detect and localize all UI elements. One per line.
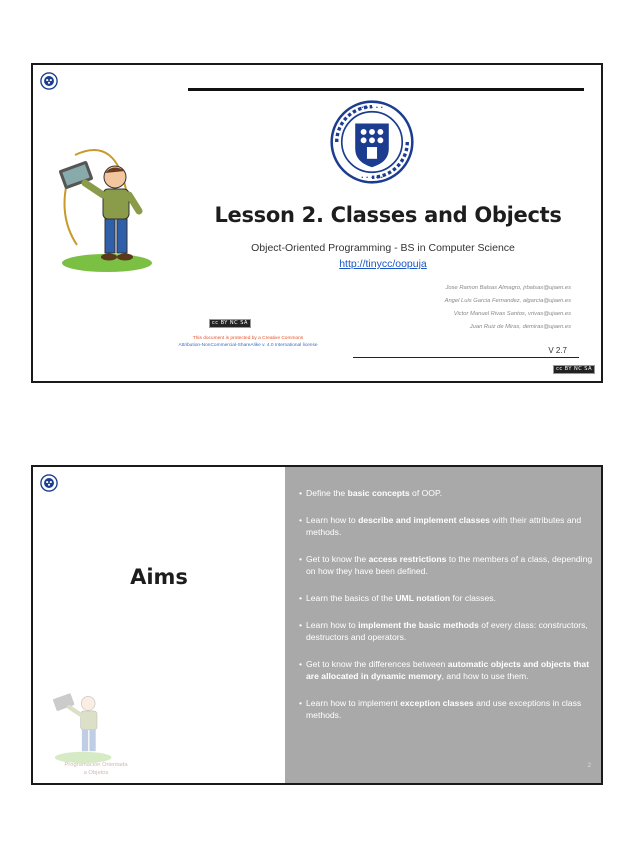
version-label: V 2.7 [548, 346, 567, 355]
course-subtitle: Object-Oriented Programming - BS in Computer Science [251, 242, 515, 254]
author-line: Juan Ruiz de Miras, demiras@ujaen.es [469, 324, 571, 330]
author-line: Victor Manuel Rivas Santos, vrivas@ujaen.es [453, 311, 571, 317]
footer-line: Programación Orientada [64, 762, 128, 768]
aims-left-panel [33, 467, 285, 783]
course-footer [41, 761, 151, 777]
aims-bullet: • Get to know the access restrictions to the members of a class, depending on how they have been defined. [299, 553, 593, 577]
svg-text:· · · · ·: · · · · · [360, 104, 384, 113]
license-notice [143, 335, 353, 349]
title-slide [31, 63, 603, 383]
aims-bullet: • Learn how to describe and implement classes with their attributes and methods. [299, 514, 593, 538]
author-line: Jose Ramon Balsas Almagro, jrbalsas@ujaen.es [445, 285, 571, 291]
license-line-2: Attribution-NonCommercial-ShareAlike v. 4.0 International license [178, 343, 318, 348]
creative-commons-badge: cc BY NC SA [553, 365, 595, 374]
aims-title: Aims [130, 565, 188, 589]
programmer-cartoon-icon [45, 677, 115, 765]
university-logo-icon [40, 474, 58, 492]
aims-bullet: • Learn how to implement the basic methods of every class: constructors, destructors and operators. [299, 619, 593, 643]
university-logo-icon [40, 72, 58, 90]
aims-bullet: • Define the basic concepts of OOP. [299, 487, 593, 499]
bottom-divider [353, 357, 579, 358]
course-link[interactable]: http://tinycc/oopuja [339, 258, 427, 270]
aims-bullet: • Learn the basics of the UML notation for classes. [299, 592, 593, 604]
university-seal-icon [330, 100, 414, 184]
aims-bullet-list [299, 487, 593, 736]
author-list [445, 282, 571, 334]
aims-slide [31, 465, 603, 785]
license-line-1: This document is protected by a Creative Commons [192, 336, 304, 341]
svg-text:· · · · ·: · · · · · [360, 173, 384, 182]
top-divider [188, 88, 584, 91]
author-line: Angel Luis Garcia Fernandez, algarcia@ujaen.es [444, 298, 571, 304]
creative-commons-badge: cc BY NC SA [209, 319, 251, 328]
aims-bullets-panel [285, 467, 601, 783]
aims-bullet: • Learn how to implement exception classes and use exceptions in class methods. [299, 697, 593, 721]
footer-line: a Objetos [83, 770, 109, 776]
aims-bullet: • Get to know the differences between automatic objects and objects that are allocated in dynamic memory, and how to use them. [299, 658, 593, 682]
page-number: 2 [587, 763, 591, 769]
programmer-cartoon-icon [47, 135, 157, 275]
lesson-title: Lesson 2. Classes and Objects [214, 203, 562, 227]
